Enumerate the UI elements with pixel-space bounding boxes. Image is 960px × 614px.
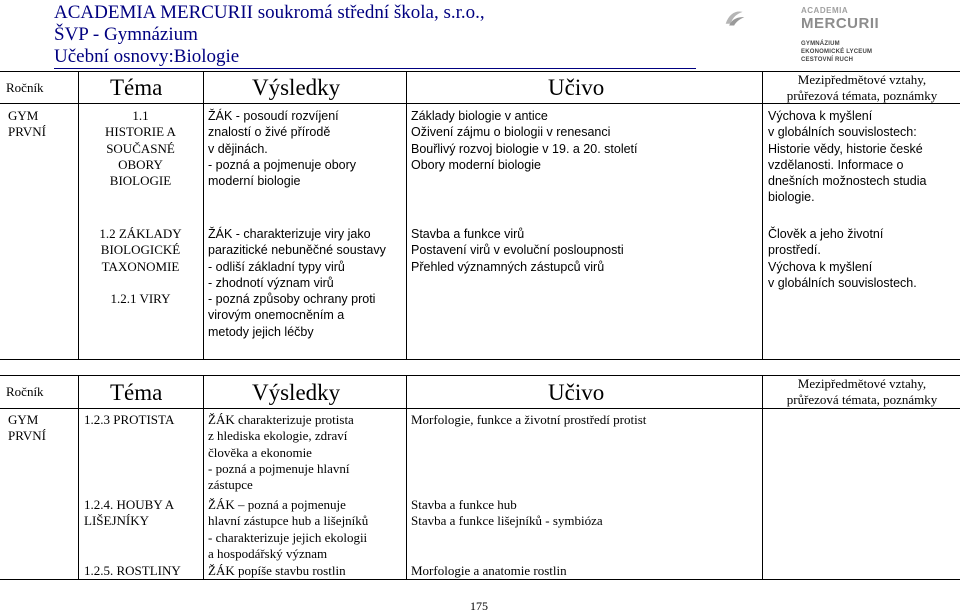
table1-row2-vysledky: [208, 226, 386, 340]
logo-top-text: ACADEMIA: [801, 6, 849, 15]
ucivo-line: Stavba a funkce hub: [411, 497, 517, 512]
table1-row2-ucivo: [411, 226, 624, 275]
tema-line: 1.2.5. ROSTLINY: [84, 563, 181, 578]
rocnik-line: PRVNÍ: [8, 124, 46, 140]
table2-col-rule: [203, 375, 204, 579]
tema-line: HISTORIE A: [105, 124, 176, 140]
rocnik-line: GYM: [8, 108, 39, 123]
table1-row1-mezi: [768, 108, 926, 206]
vysledky-line: virovým onemocněním a: [208, 308, 345, 323]
vysledky-line: - pozná a pojmenuje obory: [208, 157, 357, 172]
mezi-line: prostředí.: [768, 243, 821, 258]
header-mezi-line1: Mezipředmětové vztahy,: [797, 72, 927, 87]
tema-line: 1.2 ZÁKLADY: [99, 226, 182, 241]
tema-line: SOUČASNÉ: [106, 140, 175, 156]
logo-sub2: EKONOMICKÉ LYCEUM: [801, 49, 873, 55]
table2-row2-ucivo: [411, 497, 603, 530]
ucivo-line: Stavba a funkce lišejníků - symbióza: [411, 513, 603, 529]
ucivo-line: Stavba a funkce virů: [411, 227, 525, 241]
table2-col-rule: [406, 375, 407, 579]
page-number: 175: [470, 599, 488, 613]
ucivo-line: Postavení virů v evoluční posloupnosti: [411, 243, 624, 258]
table2-col-rule: [78, 375, 79, 579]
ucivo-line: Oživení zájmu o biologii v renesanci: [411, 125, 611, 140]
vysledky-line: člověka a ekonomie: [208, 444, 312, 460]
table2-row3-tema: [84, 563, 181, 579]
header2-mezipredmetove: [764, 376, 960, 408]
curriculum-title: Učební osnovy:Biologie: [54, 46, 240, 67]
vysledky-line: z hlediska ekologie, zdraví: [208, 428, 348, 444]
table1-row2-tema: [78, 226, 203, 307]
header-mezi-line1: Mezipředmětové vztahy,: [797, 376, 927, 391]
table2-header-rule: [0, 408, 960, 409]
vysledky-line: zástupce: [208, 477, 253, 493]
ucivo-line: Obory moderní biologie: [411, 157, 541, 172]
header2-vysledky: Výsledky: [252, 380, 341, 405]
table1-bottom-rule: [0, 359, 960, 360]
header-mezipredmetove: [764, 72, 960, 104]
vysledky-line: ŽÁK – pozná a pojmenuje: [208, 497, 346, 512]
header2-rocnik: Ročník: [6, 384, 44, 399]
header-rocnik: Ročník: [6, 80, 44, 95]
tema-line: BIOLOGICKÉ: [100, 242, 181, 258]
tema-line: 1.2.4. HOUBY A: [84, 497, 175, 512]
ucivo-line: Morfologie a anatomie rostlin: [411, 563, 567, 578]
vysledky-line: v dějinách.: [208, 141, 268, 156]
logo-sub3: CESTOVNÍ RUCH: [801, 57, 854, 63]
header-ucivo: Učivo: [548, 75, 605, 100]
header-mezi-line2: průřezová témata, poznámky: [786, 392, 938, 407]
tema-line: [78, 275, 203, 291]
table2-row2-vysledky: [208, 497, 368, 562]
mezi-line: dnešních možnostech studia: [768, 174, 927, 189]
table1-row1-ucivo: [411, 108, 638, 173]
header-tema: Téma: [110, 75, 163, 100]
table2-row3-vysledky: [208, 563, 346, 579]
tema-line: BIOLOGIE: [109, 173, 172, 189]
vysledky-line: - pozná a pojmenuje hlavní: [208, 460, 350, 476]
tema-line: OBORY: [118, 156, 163, 172]
vysledky-line: - pozná způsoby ochrany proti: [208, 292, 376, 307]
header2-ucivo: Učivo: [548, 380, 605, 405]
logo-sub1: GYMNÁZIUM: [801, 41, 840, 47]
table2-row1-vysledky: [208, 412, 354, 493]
table2-row1-ucivo: [411, 412, 646, 428]
ucivo-line: Bouřlivý rozvoj biologie v 19. a 20. století: [411, 141, 638, 156]
vysledky-line: ŽÁK charakterizuje protista: [208, 412, 354, 427]
mezi-line: Člověk a jeho životní: [768, 227, 884, 241]
header-underline: [54, 68, 696, 69]
header2-tema: Téma: [110, 380, 163, 405]
table1-col-rule: [406, 71, 407, 359]
table2-row3-ucivo: [411, 563, 567, 579]
mezi-line: Historie vědy, historie české: [768, 141, 923, 156]
header-vysledky: Výsledky: [252, 75, 341, 100]
vysledky-line: - odliší základní typy virů: [208, 259, 345, 274]
logo-mark-icon: [724, 6, 746, 28]
tema-line: 1.1: [132, 108, 149, 123]
table2-row2-tema: [84, 497, 174, 530]
mezi-line: Výchova k myšlení: [768, 259, 873, 274]
vysledky-line: a hospodářský význam: [208, 545, 328, 561]
table2-row1-tema: [84, 412, 174, 428]
mezi-line: Výchova k myšlení: [768, 109, 873, 123]
ucivo-line: Přehled významných zástupců virů: [411, 259, 605, 274]
table1-row2-mezi: [768, 226, 917, 291]
vysledky-line: ŽÁK - posoudí rozvíjení: [208, 109, 339, 123]
rocnik-line: GYM: [8, 412, 39, 427]
vysledky-line: hlavní zástupce hub a lišejníků: [208, 513, 369, 529]
table1-col-rule: [762, 71, 763, 359]
vysledky-line: metody jejich léčby: [208, 324, 314, 339]
ucivo-line: Základy biologie v antice: [411, 109, 548, 123]
mezi-line: vzdělanosti. Informace o: [768, 157, 904, 172]
table2-rocnik: [8, 412, 46, 445]
logo-name-text: MERCURII: [801, 15, 880, 32]
table2-col-rule: [762, 375, 763, 579]
vysledky-line: - charakterizuje jejich ekologii: [208, 529, 368, 545]
vysledky-line: moderní biologie: [208, 174, 301, 189]
table1-rocnik: [8, 108, 46, 141]
vysledky-line: - zhodnotí význam virů: [208, 275, 334, 290]
school-logo: [790, 4, 960, 66]
mezi-line: biologie.: [768, 190, 815, 205]
ucivo-line: Morfologie, funkce a životní prostředí protist: [411, 412, 647, 427]
tema-line: LIŠEJNÍKY: [84, 513, 149, 529]
table1-row1-tema: [78, 108, 203, 189]
header-mezi-line2: průřezová témata, poznámky: [786, 88, 938, 103]
mezi-line: v globálních souvislostech:: [768, 125, 917, 140]
tema-line: TAXONOMIE: [101, 258, 180, 274]
tema-line: 1.2.3 PROTISTA: [84, 412, 175, 427]
school-name: ACADEMIA MERCURII soukromá střední škola, s.r.o.,: [54, 2, 485, 23]
vysledky-line: parazitické nebuněčné soustavy: [208, 243, 386, 258]
tema-line: 1.2.1 VIRY: [110, 290, 171, 306]
vysledky-line: ŽÁK - charakterizuje viry jako: [208, 227, 371, 241]
mezi-line: v globálních souvislostech.: [768, 275, 917, 290]
table1-row1-vysledky: [208, 108, 356, 189]
vysledky-line: ŽÁK popíše stavbu rostlin: [208, 563, 346, 578]
rocnik-line: PRVNÍ: [8, 428, 46, 444]
table1-col-rule: [203, 71, 204, 359]
program-name: ŠVP - Gymnázium: [54, 24, 198, 45]
vysledky-line: znalostí o živé přírodě: [208, 125, 331, 140]
